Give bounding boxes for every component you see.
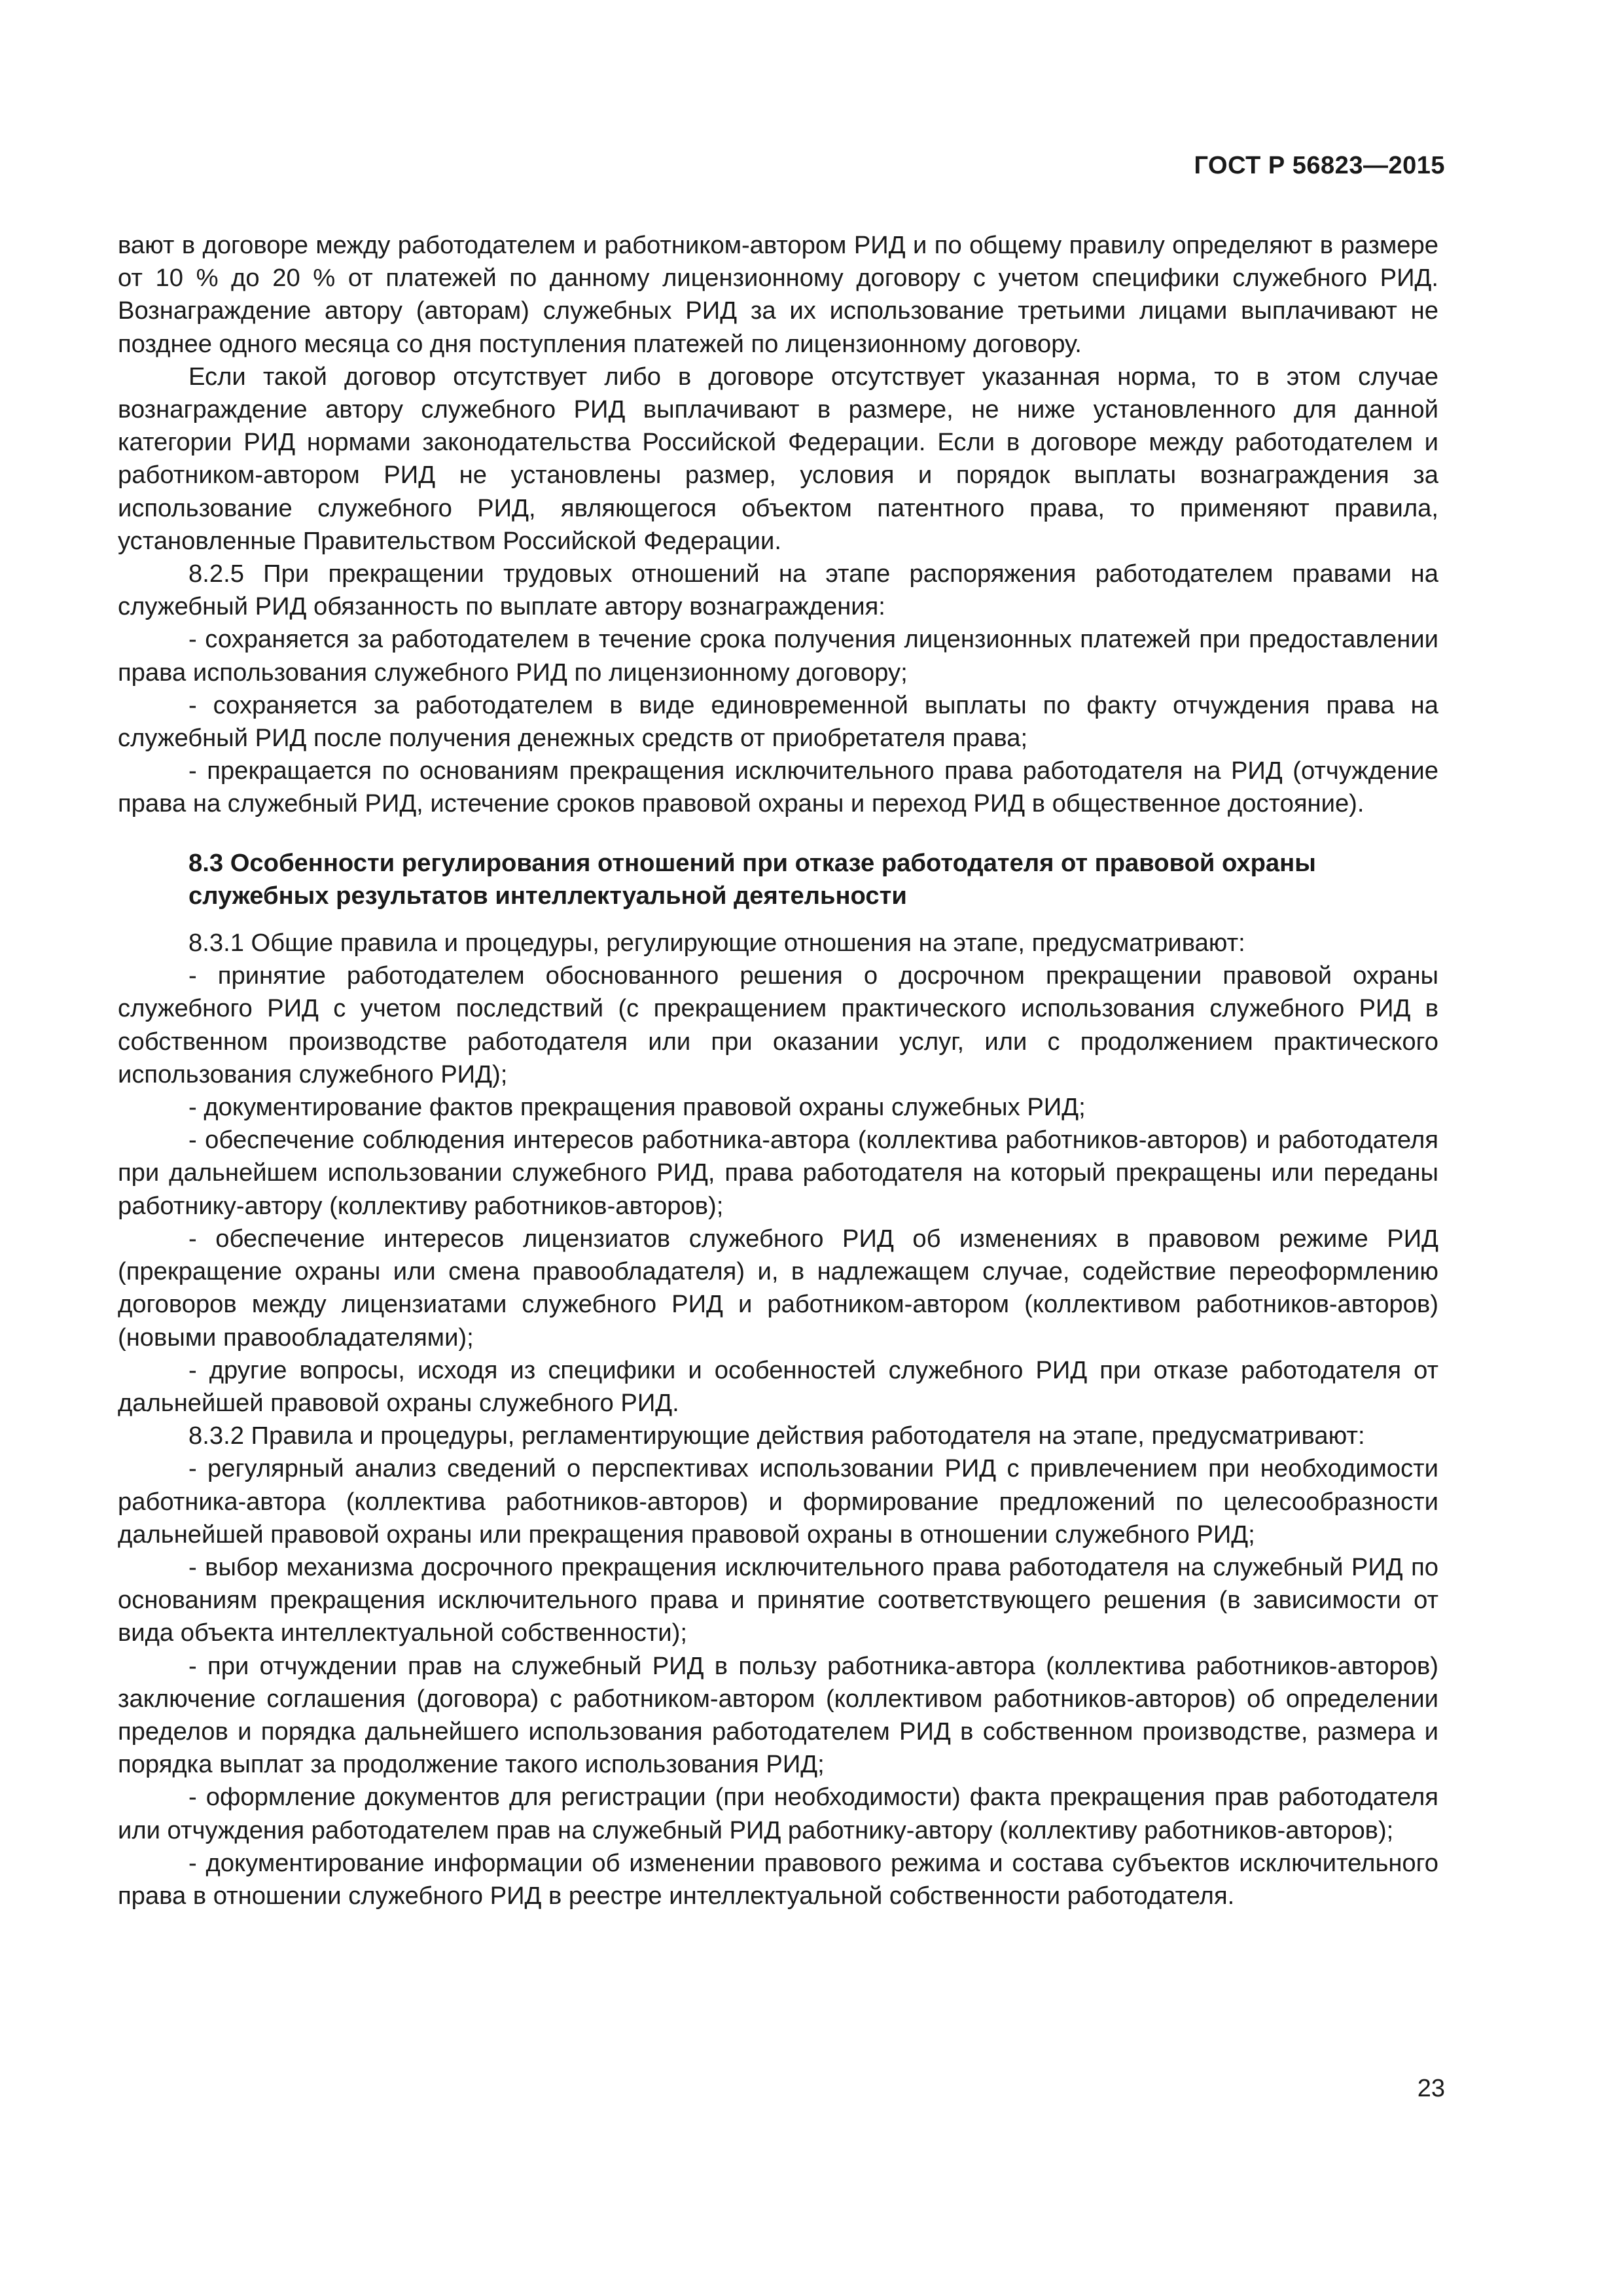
document-code-header: ГОСТ Р 56823—2015 <box>1194 152 1445 179</box>
list-item: - принятие работодателем обоснованного решения о досрочном прекращении правовой охраны служебного РИД с учетом последствий (с прекращением практического использования служебного РИД в собственном производстве работодателя или при оказании услуг, или с продолжением практического использования служебного РИД); <box>118 961 1438 1088</box>
paragraph: вают в договоре между работодателем и работником-автором РИД и по общему правилу определяют в размере от 10 % до 20 % от платежей по данному лицензионному договору с учетом специфики служебного РИД. Вознаграждение автору (авторам) служебных РИД за их использование третьими лицами выплачивают не позднее одного месяца со дня поступления платежей по лицензионному договору. <box>118 231 1438 358</box>
paragraph: Если такой договор отсутствует либо в договоре отсутствует указанная норма, то в этом случае вознаграждение автору служебного РИД выплачивают в размере, не ниже установленного для данной категории РИД нормами законодательства Российской Федерации. Если в договоре между работодателем и работником-автором РИД не установлены размер, условия и порядок выплаты вознаграждения за использование служебного РИД, являющегося объектом патентного права, то применяют правила, установленные Правительством Российской Федерации. <box>118 362 1438 555</box>
list-item: - обеспечение соблюдения интересов работника-автора (коллектива работников-авторов) и работодателя при дальнейшем использовании служебного РИД, права работодателя на который прекращены или переданы работнику-автору (коллективу работников-авторов); <box>118 1126 1438 1220</box>
list-item: - документирование фактов прекращения правовой охраны служебных РИД; <box>188 1093 1086 1122</box>
page-number: 23 <box>1417 2075 1445 2102</box>
list-item: - другие вопросы, исходя из специфики и особенностей служебного РИД при отказе работодателя от дальнейшей правовой охраны служебного РИД. <box>118 1355 1438 1417</box>
list-item: - сохраняется за работодателем в виде единовременной выплаты по факту отчуждения права на служебный РИД после получения денежных средств от приобретателя права; <box>118 691 1438 753</box>
paragraph: 8.2.5 При прекращении трудовых отношений на этапе распоряжения работодателем правами на служебный РИД обязанность по выплате автору вознаграждения: <box>118 560 1438 621</box>
section-heading: 8.3 Особенности регулирования отношений при отказе работодателя от правовой охраны служебных результатов интеллектуальной деятельности <box>188 848 1316 910</box>
paragraph: 8.3.2 Правила и процедуры, регламентирующие действия работодателя на этапе, предусматривают: <box>188 1422 1365 1450</box>
paragraph: 8.3.1 Общие правила и процедуры, регулирующие отношения на этапе, предусматривают: <box>188 929 1245 958</box>
list-item: - обеспечение интересов лицензиатов служебного РИД об изменениях в правовом режиме РИД (прекращение охраны или смена правообладателя) и, в надлежащем случае, содействие переоформлению договоров между лицензиатами служебного РИД и работником-автором (коллективом работников-авторов) (новыми правообладателями); <box>118 1224 1438 1352</box>
list-item: - оформление документов для регистрации (при необходимости) факта прекращения прав работодателя или отчуждения работодателем прав на служебный РИД работнику-автору (коллективу работников-авторов); <box>118 1783 1438 1844</box>
list-item: - выбор механизма досрочного прекращения исключительного права работодателя на служебный РИД по основаниям прекращения исключительного права и принятие соответствующего решения (в зависимости от вида объекта интеллектуальной собственности); <box>118 1552 1438 1647</box>
list-item: - документирование информации об изменении правового режима и состава субъектов исключительного права в отношении служебного РИД в реестре интеллектуальной собственности работодателя. <box>118 1848 1438 1910</box>
list-item: - регулярный анализ сведений о перспективах использовании РИД с привлечением при необходимости работника-автора (коллектива работников-авторов) и формирование предложений по целесообразности дальнейшей правовой охраны или прекращения правовой охраны в отношении служебного РИД; <box>118 1454 1438 1549</box>
list-item: - прекращается по основаниям прекращения исключительного права работодателя на РИД (отчуждение права на служебный РИД, истечение сроков правовой охраны и переход РИД в общественное достояние). <box>118 757 1438 818</box>
list-item: - сохраняется за работодателем в течение срока получения лицензионных платежей при предоставлении права использования служебного РИД по лицензионному договору; <box>118 625 1438 687</box>
document-body <box>118 229 1438 1912</box>
list-item: - при отчуждении прав на служебный РИД в пользу работника-автора (коллектива работников-авторов) заключение соглашения (договора) с работником-автором (коллективом работников-авторов) об определении пределов и порядка дальнейшего использования работодателем РИД в собственном производстве, размера и порядка выплат за продолжение такого использования РИД; <box>118 1651 1438 1779</box>
